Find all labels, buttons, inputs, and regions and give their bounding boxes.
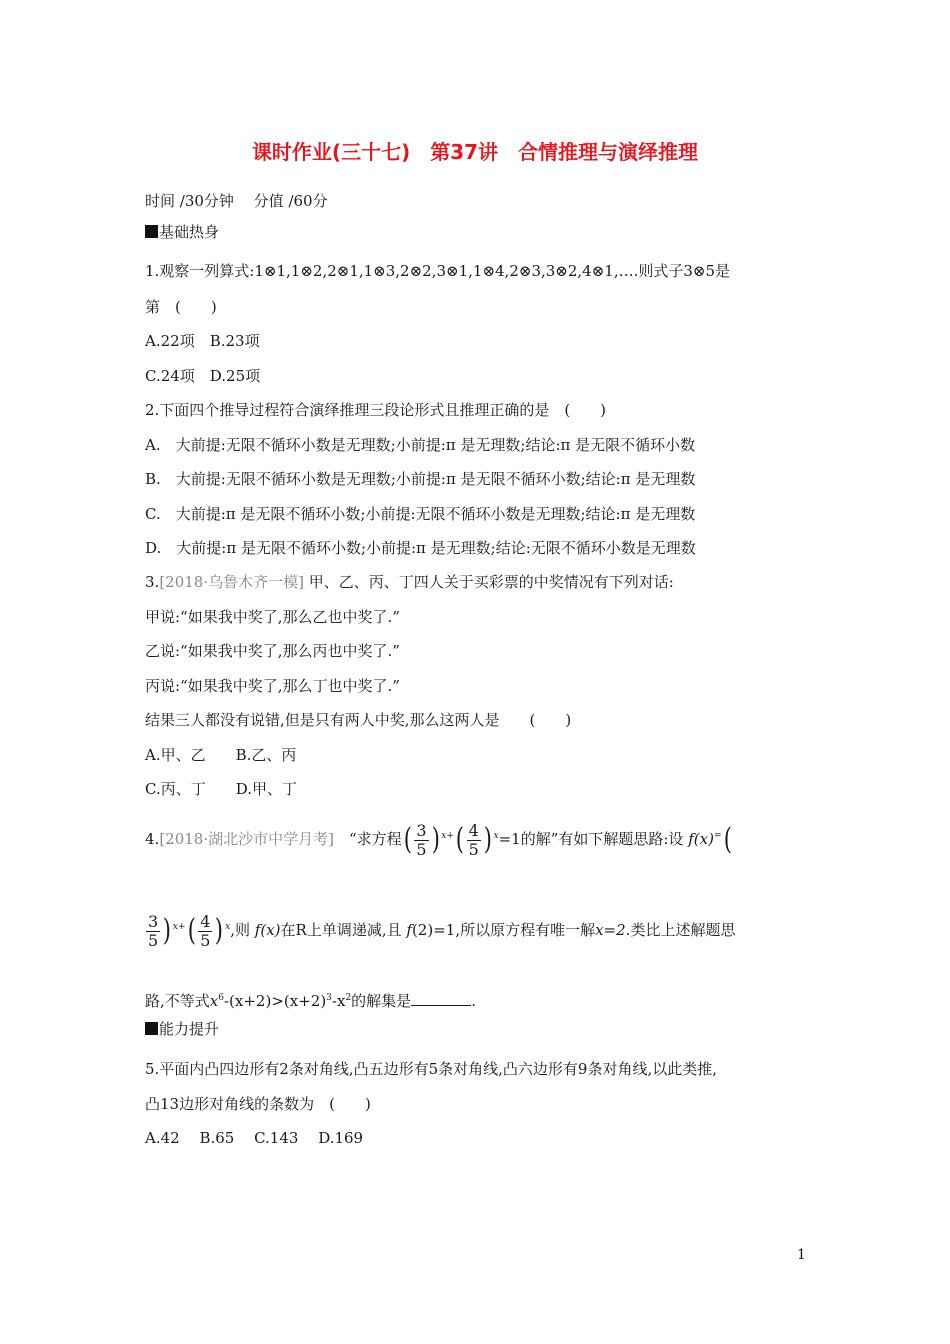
paren-left: ( — [403, 822, 412, 857]
q3-options-cd: C.丙、丁 D.甲、丁 — [145, 780, 297, 798]
q5-options: A.42 B.65 C.143 D.169 — [145, 1129, 364, 1147]
section-label: 基础热身 — [159, 223, 220, 241]
paren-right: ) — [431, 822, 440, 857]
q4-line2: $\frac{3}{5}$ ) $^{x+}$( $\frac{4}{5}$ ) $^x$,则 f(x)在R上单调递减,且 f(2)=1,所以原方程有唯一解x=2.类比上述解题思 — [148, 911, 736, 950]
q1-stem: 1.观察一列算式:1⊗1,1⊗2,2⊗1,1⊗3,2⊗2,3⊗1,1⊗4,2⊗3,3⊗2,4⊗1,….则式子3⊗5是 — [145, 262, 731, 280]
q3-result: 结果三人都没有说错,但是只有两人中奖,那么这两人是 ( ) — [145, 711, 572, 729]
q3-text: 甲、乙、丙、丁四人关于买彩票的中奖情况有下列对话: — [303, 573, 674, 591]
section-square-icon — [145, 1022, 158, 1035]
time-score-meta: 时间 ∕30分钟 分值 ∕60分 — [145, 192, 328, 210]
q2-option-d: D. 大前提:π 是无限不循环小数;小前提:π 是无理数;结论:无限不循环小数是无理数 — [145, 539, 696, 557]
q3-source: [2018·乌鲁木齐一模] — [159, 573, 304, 591]
fraction-3-5: $\frac{3}{5}$ — [416, 820, 427, 859]
paren-left: ( — [723, 822, 732, 857]
q1-stem-cont: 第 ( ) — [145, 298, 217, 316]
paren-left: ( — [455, 822, 464, 857]
q2-stem: 2.下面四个推导过程符合演绎推理三段论形式且推理正确的是 ( ) — [145, 401, 607, 419]
q5-stem: 5.平面内凸四边形有2条对角线,凸五边形有5条对角线,凸六边形有9条对角线,以此类推, — [145, 1060, 718, 1078]
q4-line3: 路,不等式$x^6-(x+2)>(x+2)^3-x^2$的解集是 . — [145, 992, 476, 1010]
section-heading-advanced — [145, 1019, 219, 1039]
q3-number: 3. — [145, 573, 160, 591]
q2-option-c: C. 大前提:π 是无限不循环小数;小前提:无限不循环小数是无理数;结论:π 是无理数 — [145, 505, 696, 523]
section-label: 能力提升 — [159, 1020, 220, 1038]
answer-blank[interactable] — [411, 1005, 471, 1006]
paren-right: ) — [215, 913, 224, 948]
fraction-4-5: $\frac{4}{5}$ — [200, 911, 211, 950]
q2-option-b: B. 大前提:无限不循环小数是无理数;小前提:π 是无限不循环小数;结论:π 是无理数 — [145, 470, 696, 488]
paren-right: ) — [162, 913, 172, 948]
q4-number: 4. — [145, 830, 160, 848]
q3-options-ab: A.甲、乙 B.乙、丙 — [145, 746, 297, 764]
q5-stem-cont: 凸13边形对角线的条数为 ( ) — [145, 1095, 371, 1113]
q4-line1: 4.[2018·湖北沙市中学月考] “求方程( $\frac{3}{5}$ ) $^{x+}$( $\frac{4}{5}$ ) $^x$=1的解”有如下解题思路:设 f(x)=( — [145, 820, 732, 859]
q3-jia: 甲说:“如果我中奖了,那么乙也中奖了.” — [145, 608, 400, 626]
page-title: 课时作业(三十七) 第37讲 合情推理与演绎推理 — [251, 140, 699, 164]
section-square-icon — [145, 225, 158, 238]
q1-options-ab: A.22项 B.23项 — [145, 332, 260, 350]
fraction-4-5: $\frac{4}{5}$ — [468, 820, 479, 859]
paren-right: ) — [483, 822, 492, 857]
q3-stem — [145, 572, 674, 592]
q4-eq-text: =1的解”有如下解题思路:设 — [498, 830, 684, 848]
q3-yi: 乙说:“如果我中奖了,那么丙也中奖了.” — [145, 642, 400, 660]
q1-options-cd: C.24项 D.25项 — [145, 367, 261, 385]
page-number: 1 — [797, 1247, 806, 1263]
q2-option-a: A. 大前提:无限不循环小数是无理数;小前提:π 是无理数;结论:π 是无限不循环小数 — [145, 436, 696, 454]
paren-left: ( — [187, 913, 196, 948]
q4-intro: “求方程 — [333, 830, 402, 848]
q3-bing: 丙说:“如果我中奖了,那么丁也中奖了.” — [145, 677, 400, 695]
fraction-3-5: $\frac{3}{5}$ — [148, 911, 159, 950]
section-heading-basic — [145, 222, 219, 242]
q4-source: [2018·湖北沙市中学月考] — [159, 830, 334, 848]
